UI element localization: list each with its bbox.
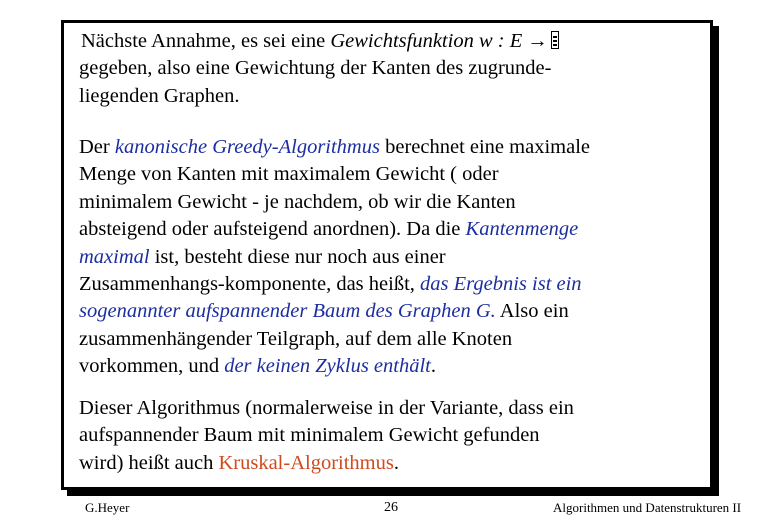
text: Der — [79, 136, 115, 158]
term-no-cycle: der keinen Zyklus enthält — [224, 355, 431, 378]
line — [79, 244, 590, 271]
text: berechnet eine maximale — [379, 136, 590, 158]
line: Dieser Algorithmus (normalerweise in der Variante, dass ein — [79, 397, 574, 419]
line — [79, 216, 590, 243]
footer-author: G.Heyer — [85, 500, 130, 515]
box-glyph-icon — [551, 31, 559, 49]
line — [79, 353, 590, 380]
paragraph-kruskal — [79, 395, 574, 477]
text: ist, besteht diese nur noch aus einer — [149, 245, 446, 268]
arrow-icon: → — [527, 30, 548, 52]
text: Also ein — [495, 300, 569, 323]
text: wird) heißt auch — [79, 451, 219, 474]
text: Nächste Annahme, es sei eine — [81, 30, 331, 52]
text: . — [393, 451, 399, 474]
line — [79, 298, 590, 325]
line: gegeben, also eine Gewichtung der Kanten des zugrunde- — [79, 57, 552, 80]
line: aufspannender Baum mit minimalem Gewicht gefunden — [79, 424, 540, 447]
line — [81, 28, 559, 55]
term-result: das Ergebnis ist ein — [420, 273, 582, 296]
term-edge-set: Kantenmenge — [465, 218, 579, 241]
term-weight-function: Gewichtsfunktion w : E — [330, 30, 528, 52]
text: vorkommen, und — [79, 355, 225, 378]
text: absteigend oder aufsteigend anordnen). Da die — [79, 218, 466, 241]
line: minimalem Gewicht - je nachdem, ob wir die Kanten — [79, 190, 516, 213]
term-spanning-tree: sogenannter aufspannender Baum des Graphen G. — [79, 300, 496, 323]
frame-shadow-bottom — [67, 490, 719, 496]
line: Menge von Kanten mit maximalem Gewicht ( oder — [79, 163, 499, 186]
footer-course: Algorithmen und Datenstrukturen II — [553, 500, 742, 515]
line — [79, 450, 574, 477]
text: . — [430, 355, 436, 378]
term-kruskal: Kruskal-Algorithmus — [218, 451, 394, 474]
paragraph-weight-function — [79, 28, 559, 110]
line — [79, 271, 590, 298]
term-greedy-algorithm: kanonische Greedy-Algorithmus — [114, 136, 380, 158]
term-maximal: maximal — [79, 245, 150, 268]
footer-page-number: 26 — [384, 500, 398, 515]
line — [79, 134, 590, 161]
frame-shadow-right — [713, 26, 719, 496]
line: zusammenhängender Teilgraph, auf dem alle Knoten — [79, 327, 513, 350]
line: liegenden Graphen. — [79, 84, 240, 107]
text: Zusammenhangs-komponente, das heißt, — [79, 273, 421, 296]
paragraph-greedy — [79, 134, 590, 381]
